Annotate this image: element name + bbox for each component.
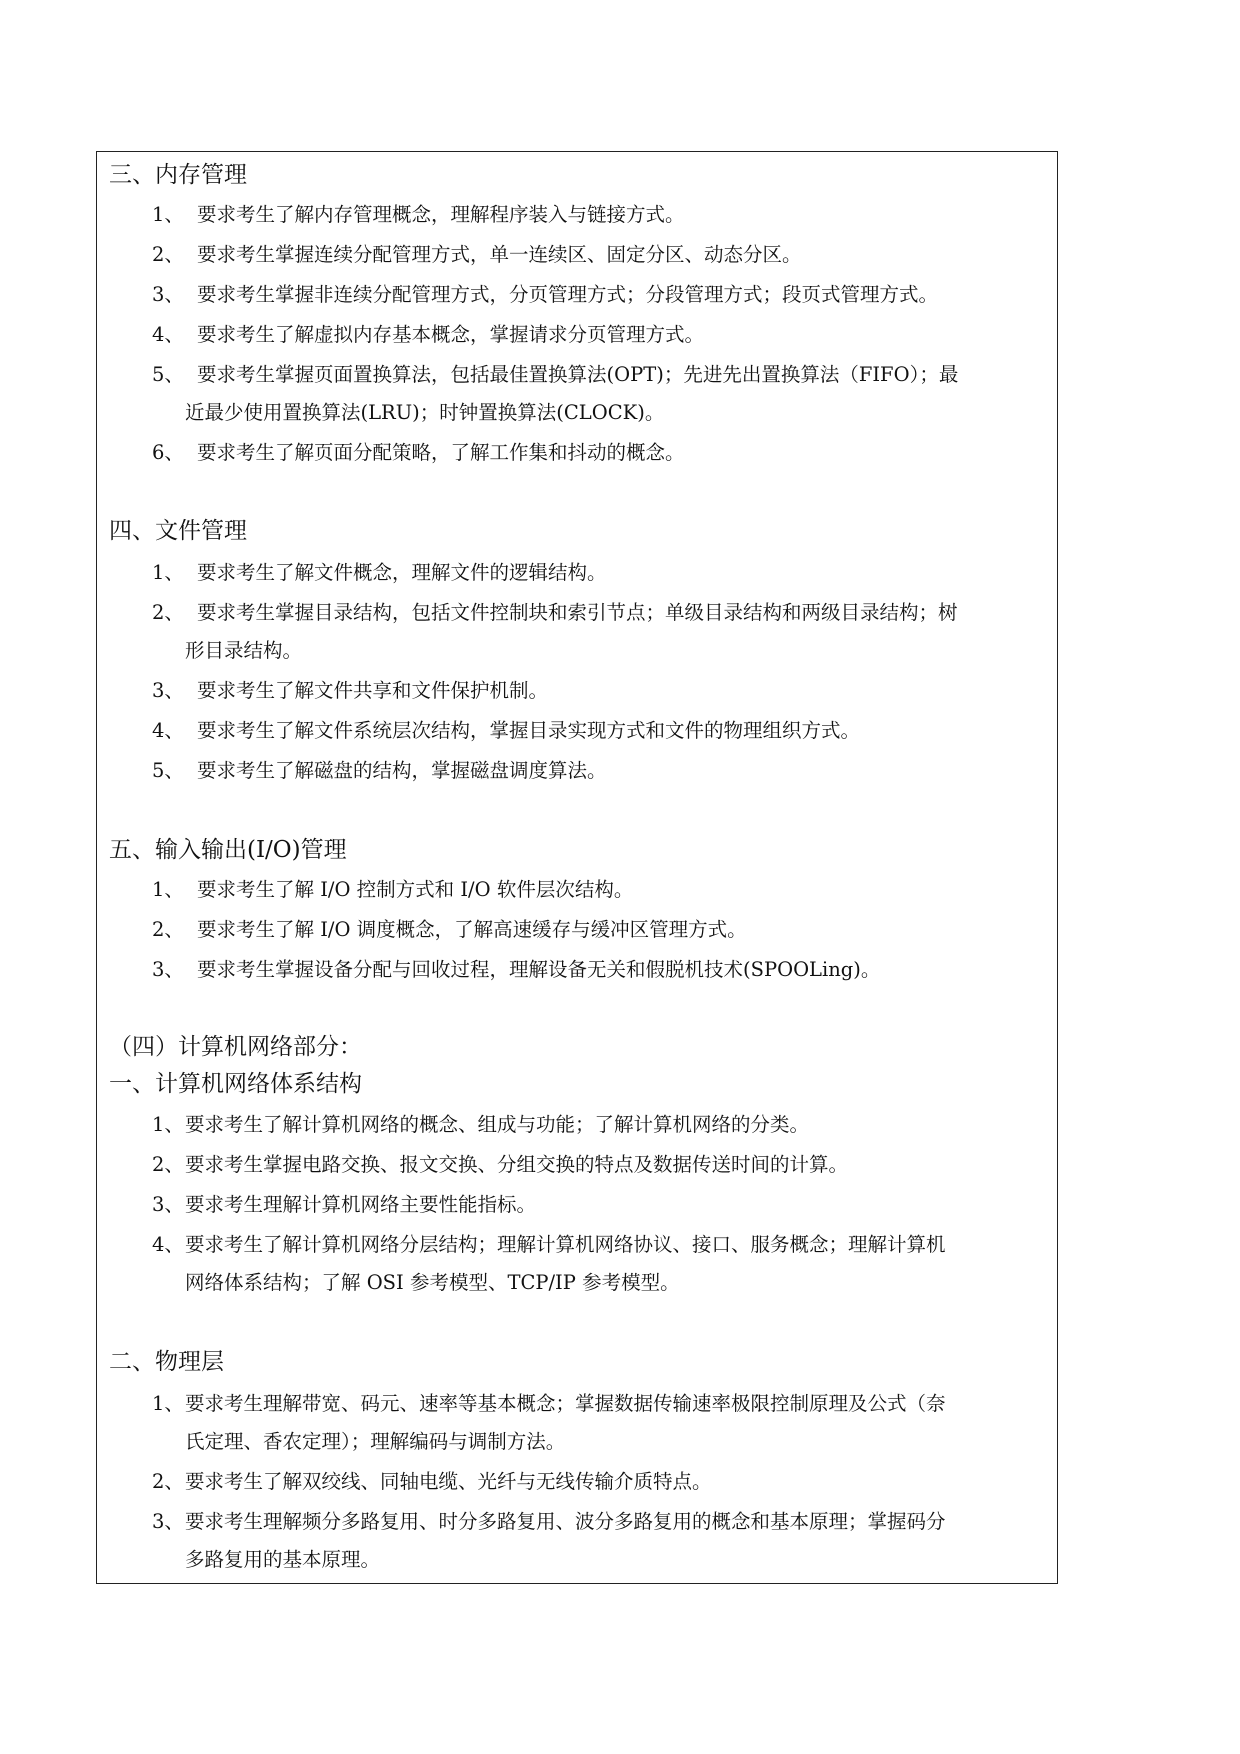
item-number: 1、 (152, 203, 184, 226)
item-text: 要求考生掌握目录结构，包括文件控制块和索引节点；单级目录结构和两级目录结构；树 (197, 601, 958, 624)
item-number: 5、 (152, 759, 184, 782)
item-text: 要求考生理解计算机网络主要性能指标。 (185, 1193, 537, 1216)
item-text: 要求考生掌握非连续分配管理方式，分页管理方式；分段管理方式；段页式管理方式。 (197, 283, 939, 306)
item-number: 3、 (152, 1510, 184, 1533)
item-number: 1、 (152, 561, 184, 584)
item-number: 1、 (152, 1392, 184, 1415)
item-text: 要求考生掌握设备分配与回收过程，理解设备无关和假脱机技术(SPOOLing)。 (197, 958, 881, 981)
section-title-file: 四、文件管理 (109, 518, 247, 544)
item-text: 要求考生了解页面分配策略，了解工作集和抖动的概念。 (197, 441, 685, 464)
item-text-continued: 氏定理、香农定理）；理解编码与调制方法。 (185, 1430, 566, 1453)
item-text: 要求考生理解频分多路复用、时分多路复用、波分多路复用的概念和基本原理；掌握码分 (185, 1510, 946, 1533)
section-title-io: 五、输入输出(I/O)管理 (109, 837, 347, 863)
item-number: 4、 (152, 719, 184, 742)
content-frame (96, 151, 1058, 1584)
item-text: 要求考生掌握连续分配管理方式，单一连续区、固定分区、动态分区。 (197, 243, 802, 266)
part-title-network: （四）计算机网络部分： (109, 1034, 362, 1060)
item-number: 3、 (152, 1193, 184, 1216)
item-number: 2、 (152, 918, 184, 941)
item-number: 4、 (152, 1233, 184, 1256)
item-text: 要求考生了解文件概念，理解文件的逻辑结构。 (197, 561, 607, 584)
item-text-continued: 多路复用的基本原理。 (185, 1548, 381, 1571)
item-number: 2、 (152, 1470, 184, 1493)
item-text: 要求考生了解文件系统层次结构，掌握目录实现方式和文件的物理组织方式。 (197, 719, 861, 742)
item-text: 要求考生了解文件共享和文件保护机制。 (197, 679, 549, 702)
item-text: 要求考生了解 I/O 控制方式和 I/O 软件层次结构。 (197, 878, 634, 901)
item-text: 要求考生了解计算机网络分层结构；理解计算机网络协议、接口、服务概念；理解计算机 (185, 1233, 946, 1256)
item-text: 要求考生了解双绞线、同轴电缆、光纤与无线传输介质特点。 (185, 1470, 712, 1493)
section-title-memory: 三、内存管理 (109, 162, 247, 188)
item-text: 要求考生理解带宽、码元、速率等基本概念；掌握数据传输速率极限控制原理及公式（奈 (185, 1392, 946, 1415)
item-text: 要求考生了解虚拟内存基本概念，掌握请求分页管理方式。 (197, 323, 705, 346)
item-text: 要求考生了解 I/O 调度概念，了解高速缓存与缓冲区管理方式。 (197, 918, 747, 941)
item-text: 要求考生掌握页面置换算法，包括最佳置换算法(OPT)；先进先出置换算法（FIFO）；最 (197, 363, 959, 386)
item-number: 1、 (152, 878, 184, 901)
item-text: 要求考生了解计算机网络的概念、组成与功能；了解计算机网络的分类。 (185, 1113, 810, 1136)
item-number: 3、 (152, 283, 184, 306)
item-number: 2、 (152, 1153, 184, 1176)
item-number: 2、 (152, 243, 184, 266)
item-number: 1、 (152, 1113, 184, 1136)
section-title-physical-layer: 二、物理层 (109, 1349, 224, 1375)
item-text: 要求考生掌握电路交换、报文交换、分组交换的特点及数据传送时间的计算。 (185, 1153, 849, 1176)
item-number: 2、 (152, 601, 184, 624)
item-text-continued: 网络体系结构；了解 OSI 参考模型、TCP/IP 参考模型。 (185, 1271, 680, 1294)
item-text-continued: 形目录结构。 (185, 639, 303, 662)
section-title-network-architecture: 一、计算机网络体系结构 (109, 1071, 362, 1097)
item-number: 3、 (152, 958, 184, 981)
item-text-continued: 近最少使用置换算法(LRU)；时钟置换算法(CLOCK)。 (185, 401, 665, 424)
item-number: 4、 (152, 323, 184, 346)
item-number: 6、 (152, 441, 184, 464)
item-number: 3、 (152, 679, 184, 702)
item-text: 要求考生了解内存管理概念，理解程序装入与链接方式。 (197, 203, 685, 226)
item-number: 5、 (152, 363, 184, 386)
item-text: 要求考生了解磁盘的结构，掌握磁盘调度算法。 (197, 759, 607, 782)
